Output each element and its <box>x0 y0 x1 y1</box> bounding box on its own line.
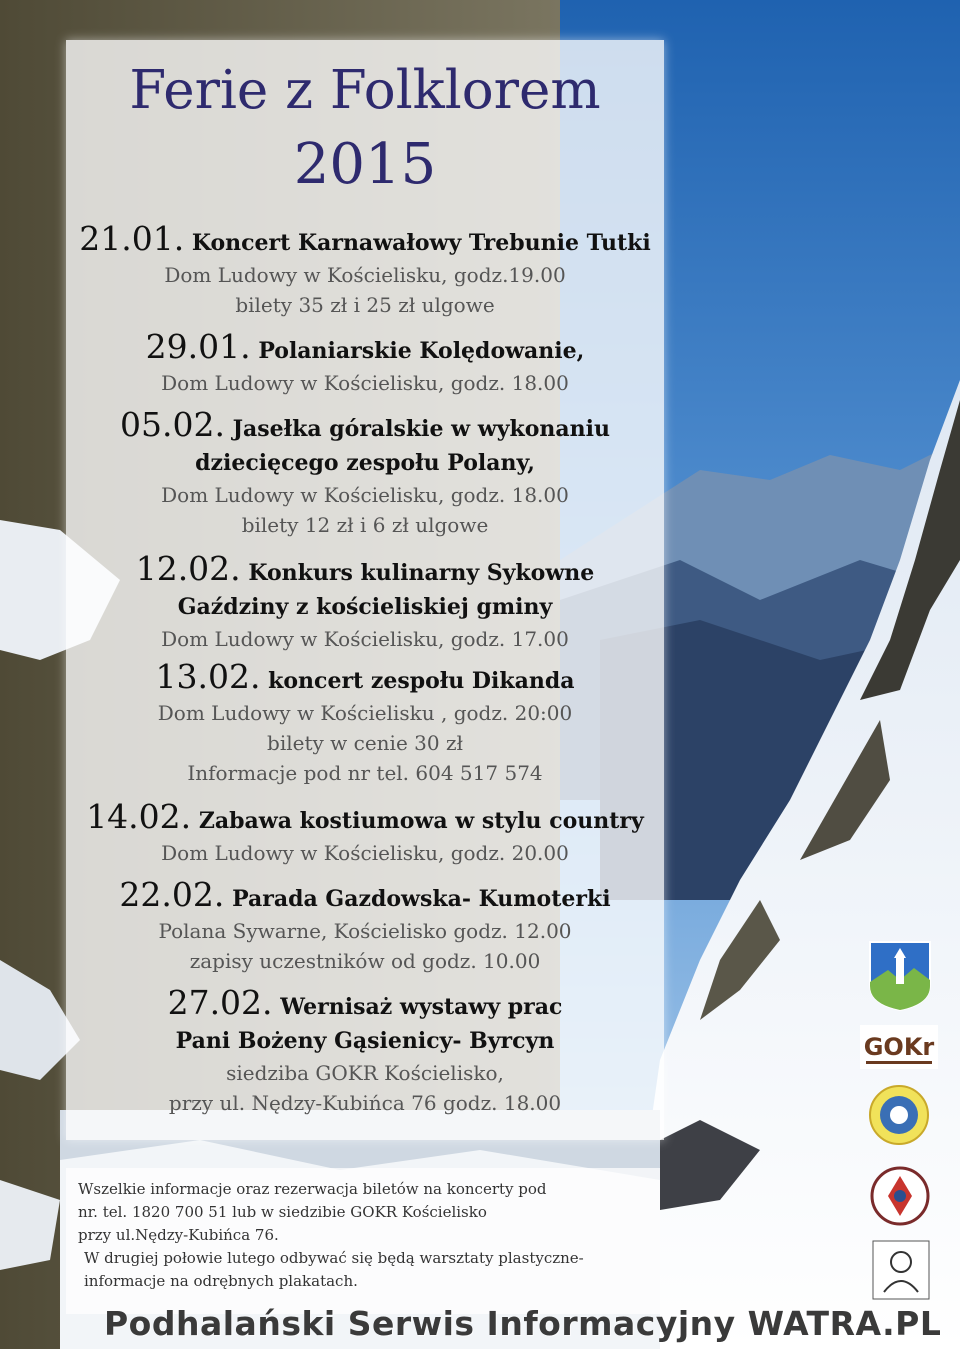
event-date: 12.02. <box>135 549 241 588</box>
event-detail: Dom Ludowy w Kościelisku, godz. 18.00 <box>161 371 569 395</box>
poster-title: Ferie z Folklorem <box>129 60 601 121</box>
event-item <box>66 327 664 398</box>
watermark-text: Podhalański Serwis Informacyjny WATRA.PL <box>104 1304 942 1343</box>
highlander-association-emblem-icon <box>868 1084 930 1150</box>
info-box <box>66 1168 660 1314</box>
event-detail: Dom Ludowy w Kościelisku, godz. 17.00 <box>161 627 569 651</box>
event-detail: zapisy uczestników od godz. 10.00 <box>189 949 541 973</box>
event-date: 14.02. <box>86 797 192 836</box>
event-name: Jasełka góralskie w wykonaniu <box>232 416 611 442</box>
gokr-logo-text: GOKr <box>863 1033 935 1061</box>
event-item <box>66 405 664 540</box>
event-item <box>66 875 664 976</box>
event-item <box>66 983 664 1118</box>
event-panel <box>66 40 664 1140</box>
event-date: 27.02. <box>167 983 273 1022</box>
event-name: koncert zespołu Dikanda <box>268 668 575 694</box>
event-name: Koncert Karnawałowy Trebunie Tutki <box>191 230 651 256</box>
event-item <box>66 657 664 788</box>
event-detail: bilety w cenie 30 zł <box>267 731 463 755</box>
event-detail: Polana Sywarne, Kościelisko godz. 12.00 <box>158 919 572 943</box>
event-item <box>66 219 664 320</box>
event-item <box>66 797 664 868</box>
event-item <box>66 549 664 654</box>
event-date: 29.01. <box>145 327 251 366</box>
info-line: nr. tel. 1820 700 51 lub w siedzibie GOKR Kościelisko <box>78 1203 487 1221</box>
poster-year: 2015 <box>293 132 437 197</box>
regional-emblem-icon <box>870 1166 930 1230</box>
event-date: 13.02. <box>155 657 261 696</box>
event-detail: bilety 12 zł i 6 zł ulgowe <box>241 513 489 537</box>
info-line: W drugiej połowie lutego odbywać się będą warsztaty plastyczne- <box>84 1249 584 1267</box>
koscielisko-coat-of-arms-icon <box>868 940 932 1016</box>
event-detail: Dom Ludowy w Kościelisku, godz. 18.00 <box>161 483 569 507</box>
event-name: Polaniarskie Kolędowanie, <box>258 338 585 364</box>
info-line: Wszelkie informacje oraz rezerwacja biletów na koncerty pod <box>78 1180 547 1198</box>
event-name-cont: Pani Bożeny Gąsienicy- Byrcyn <box>175 1028 555 1054</box>
event-detail: przy ul. Nędzy-Kubińca 76 godz. 18.00 <box>168 1091 562 1115</box>
event-name: Wernisaż wystawy prac <box>280 994 563 1020</box>
event-detail: bilety 35 zł i 25 zł ulgowe <box>235 293 495 317</box>
event-name-cont: Gaździny z kościeliskiej gminy <box>177 594 553 620</box>
gokr-logo <box>860 1025 938 1073</box>
event-date: 21.01. <box>79 219 185 258</box>
event-date: 05.02. <box>119 405 225 444</box>
event-date: 22.02. <box>119 875 225 914</box>
info-line: informacje na odrębnych plakatach. <box>84 1272 358 1290</box>
event-name: Zabawa kostiumowa w stylu country <box>198 808 644 834</box>
event-name-cont: dziecięcego zespołu Polany, <box>195 450 535 476</box>
event-detail: Informacje pod nr tel. 604 517 574 <box>187 761 543 785</box>
event-detail: siedziba GOKR Kościelisko, <box>226 1061 504 1085</box>
event-detail: Dom Ludowy w Kościelisku, godz.19.00 <box>164 263 566 287</box>
event-name: Konkurs kulinarny Sykowne <box>248 560 595 586</box>
event-name: Parada Gazdowska- Kumoterki <box>232 886 611 912</box>
event-detail: Dom Ludowy w Kościelisku, godz. 20.00 <box>161 841 569 865</box>
info-line: przy ul.Nędzy-Kubińca 76. <box>78 1226 279 1244</box>
event-detail: Dom Ludowy w Kościelisku , godz. 20:00 <box>157 701 573 725</box>
portrait-seal-icon <box>872 1240 930 1304</box>
